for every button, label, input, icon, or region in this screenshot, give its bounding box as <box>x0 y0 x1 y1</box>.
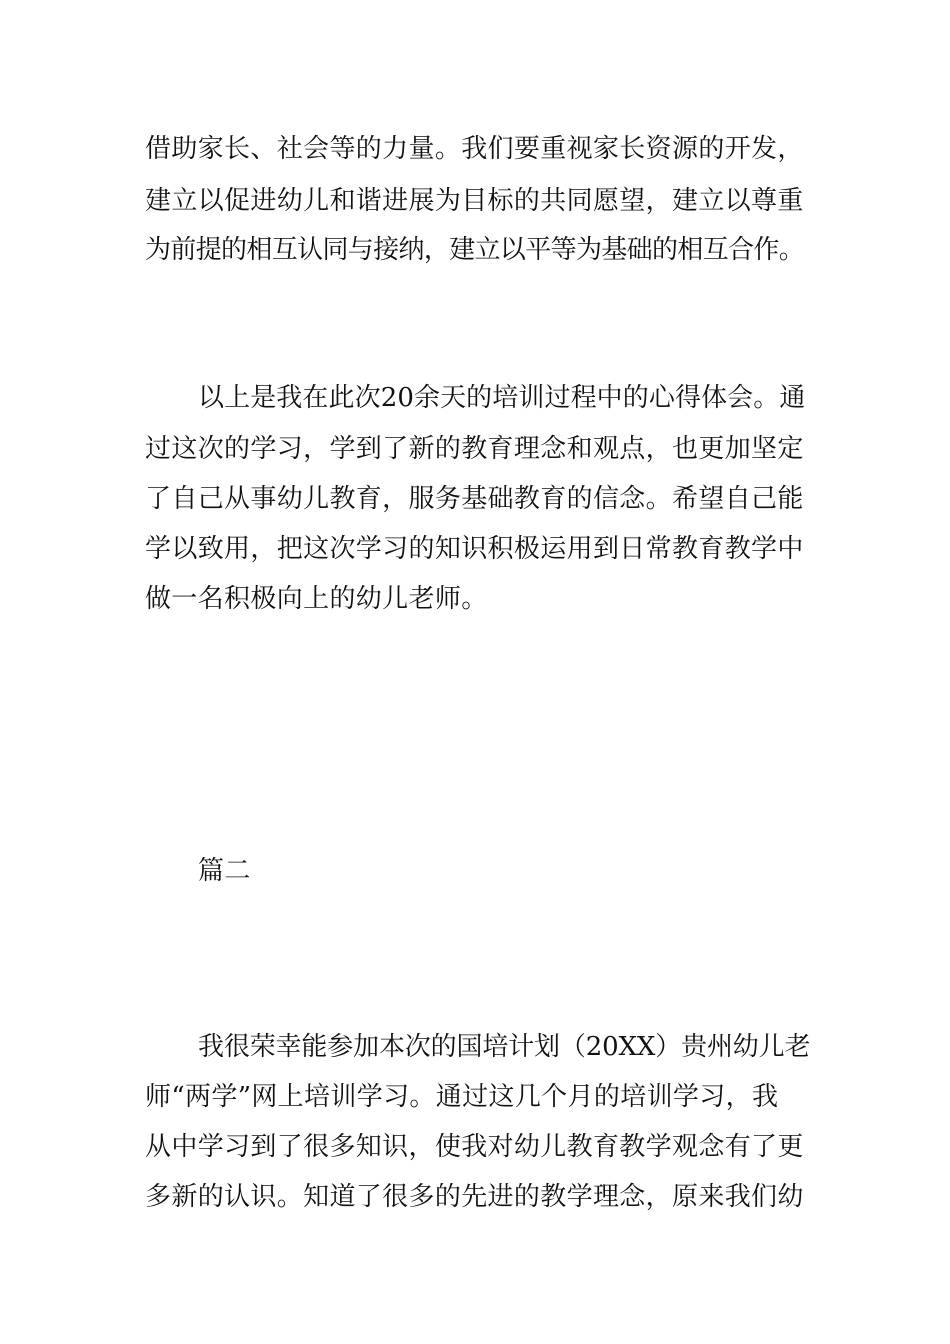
text-line: 从中学习到了很多知识，使我对幼儿教育教学观念有了更 <box>145 1132 804 1162</box>
text-line: 多新的认识。知道了很多的先进的教学理念，原来我们幼 <box>145 1182 804 1212</box>
section-heading: 篇二 <box>198 856 251 886</box>
text-line: 为前提的相互认同与接纳，建立以平等为基础的相互合作。 <box>145 235 805 265</box>
text-line: 做一名积极向上的幼儿老师。 <box>145 584 488 614</box>
text-line: 以上是我在此次20余天的培训过程中的心得体会。通 <box>198 383 806 413</box>
text-line: 过这次的学习，学到了新的教育理念和观点，也更加坚定 <box>145 434 804 464</box>
text-line: 学以致用，把这次学习的知识积极运用到日常教育教学中 <box>145 534 804 564</box>
text-line: 借助家长、社会等的力量。我们要重视家长资源的开发， <box>145 134 804 164</box>
text-line: 师“两学”网上培训学习。通过这几个月的培训学习，我 <box>145 1082 779 1112</box>
text-line: 建立以促进幼儿和谐进展为目标的共同愿望，建立以尊重 <box>145 186 804 216</box>
text-line: 了自己从事幼儿教育，服务基础教育的信念。希望自己能 <box>145 484 804 514</box>
text-line: 我很荣幸能参加本次的国培计划（20XX）贵州幼儿老 <box>198 1032 811 1062</box>
